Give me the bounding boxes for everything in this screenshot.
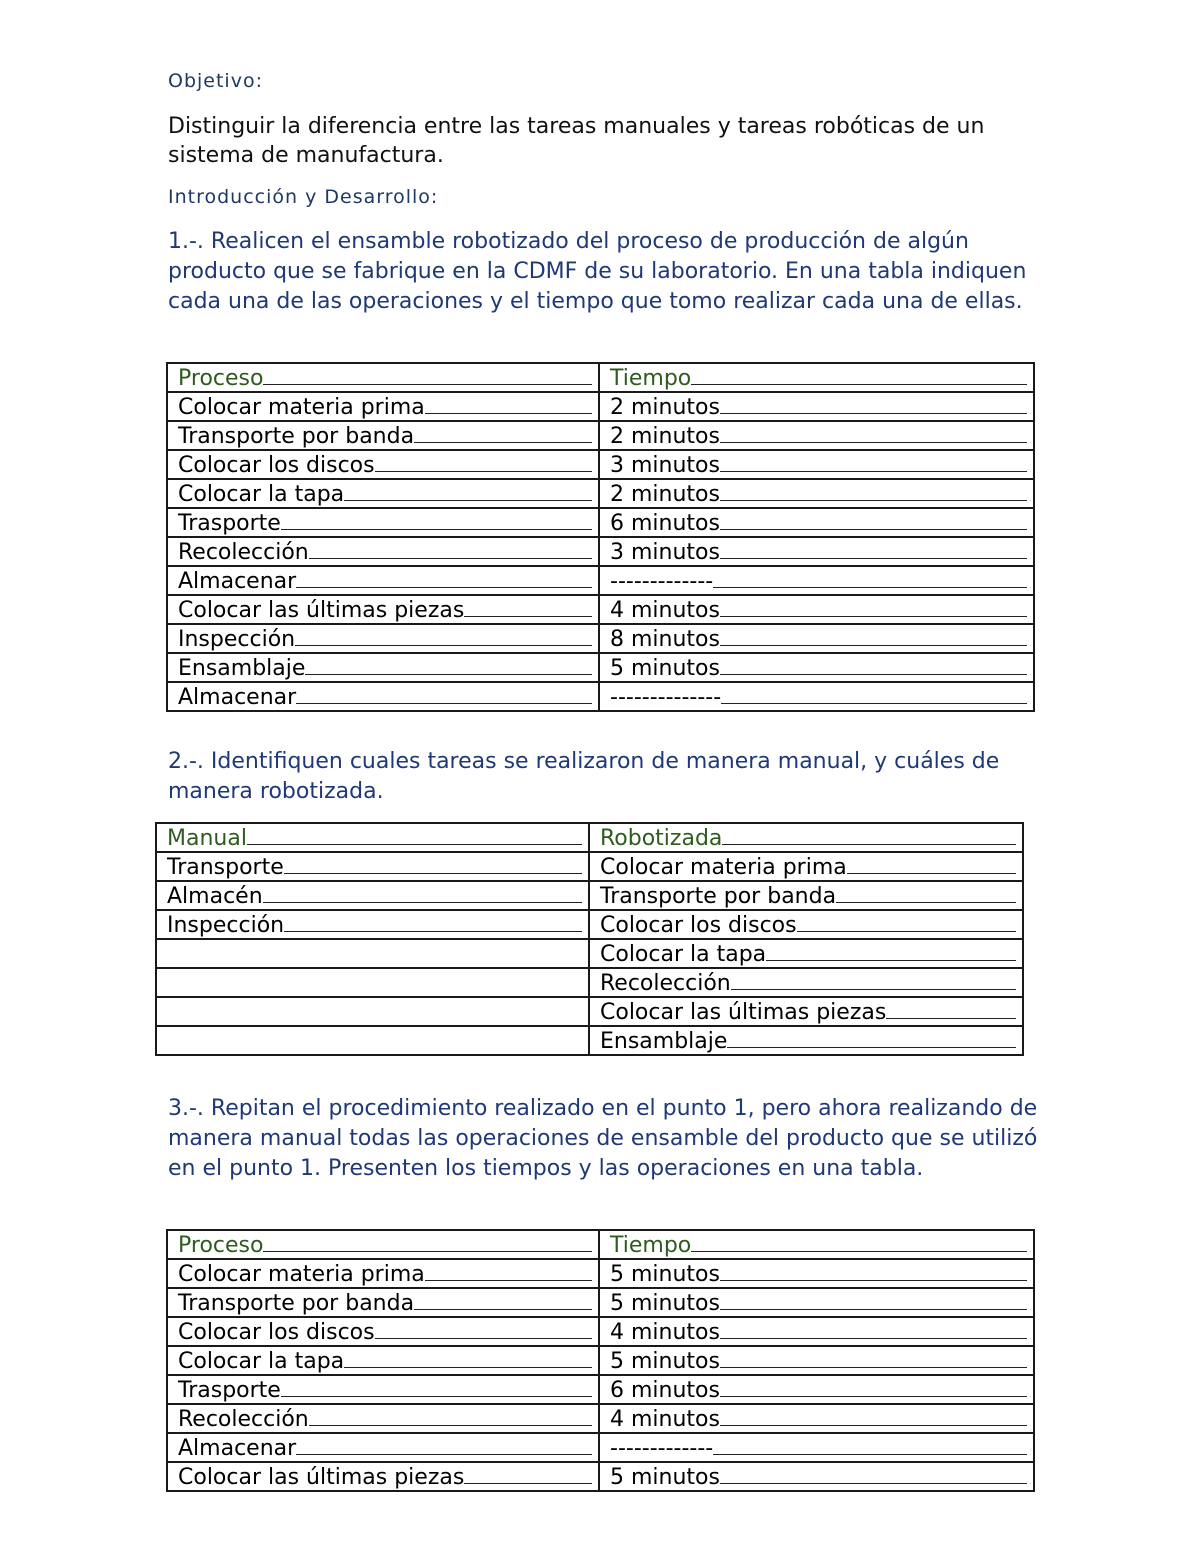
- tiempo-cell: [599, 508, 1034, 537]
- proceso-label: Transporte por banda: [178, 1291, 415, 1316]
- robotizada-label: Colocar materia prima: [600, 855, 847, 880]
- table-row: [156, 968, 1023, 997]
- underline-filler: [886, 998, 1016, 1019]
- table-row: [156, 997, 1023, 1026]
- underline-filler: [720, 393, 1027, 414]
- table-row: [167, 682, 1034, 711]
- tiempo-cell: [599, 1375, 1034, 1404]
- underline-filler: [263, 1231, 592, 1252]
- proceso-cell: [167, 624, 599, 653]
- tiempo-cell: [599, 682, 1034, 711]
- manual-header-cell: [156, 823, 589, 852]
- underline-filler: [720, 1289, 1027, 1310]
- tiempo-header-cell: [599, 363, 1034, 392]
- tiempo-label: 4 minutos: [610, 1407, 720, 1432]
- underline-filler: [344, 480, 592, 501]
- underline-filler: [720, 654, 1027, 675]
- proceso-cell: [167, 421, 599, 450]
- underline-filler: [720, 538, 1027, 559]
- underline-filler: [797, 911, 1016, 932]
- tiempo-label: 4 minutos: [610, 1320, 720, 1345]
- underline-filler: [281, 1376, 592, 1397]
- proceso-label: Colocar las últimas piezas: [178, 598, 465, 623]
- underline-filler: [720, 1405, 1027, 1426]
- proceso-cell: [167, 1375, 599, 1404]
- tiempo-label: -------------: [610, 1436, 714, 1461]
- proceso-cell: [167, 595, 599, 624]
- robotizada-cell: [589, 968, 1023, 997]
- question-1-text: 1.-. Realicen el ensamble robotizado del proceso de producción de algún producto que se fabrique en la CDMF de su laboratorio. En una tabla indiquen cada una de las operaciones y el tiempo que tomo realizar cada una de ellas.: [168, 229, 1027, 314]
- proceso-label: Almacenar: [178, 1436, 297, 1461]
- proceso-cell: [167, 653, 599, 682]
- tiempo-label: 2 minutos: [610, 395, 720, 420]
- tiempo-label: 8 minutos: [610, 627, 720, 652]
- tiempo-cell: [599, 1462, 1034, 1491]
- manual-cell: [156, 1026, 589, 1055]
- table-row: [167, 1462, 1034, 1491]
- proceso-cell: [167, 1462, 599, 1491]
- proceso-header-cell: [167, 1230, 599, 1259]
- underline-filler: [414, 1289, 592, 1310]
- table-row: [167, 508, 1034, 537]
- manual-label: Transporte: [167, 855, 284, 880]
- proceso-cell: [167, 1346, 599, 1375]
- underline-filler: [425, 1260, 592, 1281]
- underline-filler: [720, 625, 1027, 646]
- table-row: [156, 1026, 1023, 1055]
- proceso-label: Recolección: [178, 540, 309, 565]
- underline-filler: [731, 969, 1016, 990]
- proceso-label: Colocar los discos: [178, 1320, 375, 1345]
- underline-filler: [414, 422, 592, 443]
- robotizada-cell: [589, 939, 1023, 968]
- proceso-cell: [167, 450, 599, 479]
- tiempo-cell: [599, 595, 1034, 624]
- robotizada-label: Colocar las últimas piezas: [600, 1000, 887, 1025]
- underline-filler: [720, 451, 1027, 472]
- underline-filler: [847, 853, 1016, 874]
- manual-cell: [156, 939, 589, 968]
- underline-filler: [720, 1463, 1027, 1484]
- tiempo-header-label: Tiempo: [610, 1233, 692, 1258]
- table-row: [167, 392, 1034, 421]
- proceso-cell: [167, 1317, 599, 1346]
- manual-cell: [156, 997, 589, 1026]
- table-row: [167, 1433, 1034, 1462]
- table-row: [167, 1288, 1034, 1317]
- table-row: [167, 653, 1034, 682]
- underline-filler: [720, 1347, 1027, 1368]
- robotizada-label: Transporte por banda: [600, 884, 837, 909]
- proceso-cell: [167, 566, 599, 595]
- proceso-label: Trasporte: [178, 1378, 281, 1403]
- underline-filler: [720, 422, 1027, 443]
- proceso-cell: [167, 1433, 599, 1462]
- tiempo-cell: [599, 1288, 1034, 1317]
- proceso-label: Colocar los discos: [178, 453, 375, 478]
- proceso-cell: [167, 682, 599, 711]
- tiempo-cell: [599, 566, 1034, 595]
- underline-filler: [464, 596, 592, 617]
- manual-cell: [156, 852, 589, 881]
- table-row: [167, 1404, 1034, 1433]
- manual-cell: [156, 910, 589, 939]
- robotic-process-table: [166, 362, 1035, 712]
- proceso-label: Colocar las últimas piezas: [178, 1465, 465, 1490]
- underline-filler: [375, 451, 592, 472]
- underline-filler: [247, 824, 582, 845]
- tiempo-label: 3 minutos: [610, 540, 720, 565]
- robotizada-label: Ensamblaje: [600, 1029, 728, 1054]
- tiempo-cell: [599, 624, 1034, 653]
- tiempo-label: 3 minutos: [610, 453, 720, 478]
- underline-filler: [309, 1405, 592, 1426]
- underline-filler: [720, 509, 1027, 530]
- table-row: [156, 852, 1023, 881]
- underline-filler: [281, 509, 592, 530]
- tiempo-cell: [599, 1317, 1034, 1346]
- underline-filler: [722, 824, 1016, 845]
- underline-filler: [296, 567, 592, 588]
- underline-filler: [309, 538, 592, 559]
- underline-filler: [691, 1231, 1027, 1252]
- manual-label: Almacén: [167, 884, 263, 909]
- table-row: [167, 595, 1034, 624]
- manual-cell: [156, 881, 589, 910]
- underline-filler: [720, 1318, 1027, 1339]
- robotizada-header-cell: [589, 823, 1023, 852]
- tiempo-header-label: Tiempo: [610, 366, 692, 391]
- table-row: [156, 939, 1023, 968]
- robotizada-cell: [589, 881, 1023, 910]
- underline-filler: [296, 683, 592, 704]
- robotizada-cell: [589, 1026, 1023, 1055]
- proceso-header-label: Proceso: [178, 1233, 264, 1258]
- proceso-cell: [167, 392, 599, 421]
- manual-header-label: Manual: [167, 826, 247, 851]
- proceso-label: Trasporte: [178, 511, 281, 536]
- proceso-label: Colocar materia prima: [178, 395, 425, 420]
- tiempo-label: --------------: [610, 685, 722, 710]
- underline-filler: [720, 1376, 1027, 1397]
- table-row: [167, 566, 1034, 595]
- tiempo-cell: [599, 537, 1034, 566]
- underline-filler: [295, 625, 592, 646]
- proceso-label: Ensamblaje: [178, 656, 306, 681]
- table-row: [167, 1375, 1034, 1404]
- underline-filler: [375, 1318, 592, 1339]
- proceso-cell: [167, 1259, 599, 1288]
- tiempo-cell: [599, 1433, 1034, 1462]
- proceso-label: Colocar materia prima: [178, 1262, 425, 1287]
- table-row: [167, 624, 1034, 653]
- tiempo-cell: [599, 421, 1034, 450]
- table-row: [167, 537, 1034, 566]
- table-row: [167, 1259, 1034, 1288]
- robotizada-header-label: Robotizada: [600, 826, 723, 851]
- robotizada-cell: [589, 852, 1023, 881]
- underline-filler: [263, 882, 582, 903]
- manual-robotic-table: [155, 822, 1024, 1056]
- tiempo-label: 2 minutos: [610, 482, 720, 507]
- table-row: [156, 910, 1023, 939]
- underline-filler: [720, 1260, 1027, 1281]
- underline-filler: [720, 480, 1027, 501]
- underline-filler: [305, 654, 592, 675]
- question-3-text: 3.-. Repitan el procedimiento realizado en el punto 1, pero ahora realizando de manera manual todas las operaciones de ensamble del producto que se utilizó en el punto 1. Presenten los tiempos y las operaciones en una tabla.: [168, 1096, 1038, 1181]
- underline-filler: [720, 596, 1027, 617]
- proceso-label: Inspección: [178, 627, 296, 652]
- robotizada-cell: [589, 910, 1023, 939]
- tiempo-header-cell: [599, 1230, 1034, 1259]
- tiempo-label: 6 minutos: [610, 511, 720, 536]
- manual-cell: [156, 968, 589, 997]
- tiempo-label: 6 minutos: [610, 1378, 720, 1403]
- proceso-label: Colocar la tapa: [178, 482, 345, 507]
- underline-filler: [766, 940, 1016, 961]
- underline-filler: [296, 1434, 592, 1455]
- manual-process-table: [166, 1229, 1035, 1492]
- proceso-label: Almacenar: [178, 685, 297, 710]
- underline-filler: [836, 882, 1016, 903]
- table-header-row: [167, 1230, 1034, 1259]
- tiempo-cell: [599, 392, 1034, 421]
- tiempo-cell: [599, 653, 1034, 682]
- proceso-label: Colocar la tapa: [178, 1349, 345, 1374]
- tiempo-label: 5 minutos: [610, 1349, 720, 1374]
- table-row: [167, 1346, 1034, 1375]
- question-2-text: 2.-. Identifiquen cuales tareas se realizaron de manera manual, y cuáles de manera robotizada.: [168, 749, 1000, 804]
- robotizada-cell: [589, 997, 1023, 1026]
- proceso-header-label: Proceso: [178, 366, 264, 391]
- proceso-cell: [167, 1404, 599, 1433]
- tiempo-label: 2 minutos: [610, 424, 720, 449]
- proceso-cell: [167, 479, 599, 508]
- table-row: [167, 479, 1034, 508]
- underline-filler: [464, 1463, 592, 1484]
- underline-filler: [284, 911, 582, 932]
- manual-label: Inspección: [167, 913, 285, 938]
- tiempo-label: 5 minutos: [610, 1262, 720, 1287]
- underline-filler: [284, 853, 582, 874]
- intro-title: Introducción y Desarrollo:: [168, 186, 439, 208]
- tiempo-cell: [599, 450, 1034, 479]
- objective-title: Objetivo:: [168, 70, 263, 92]
- tiempo-cell: [599, 479, 1034, 508]
- underline-filler: [263, 364, 592, 385]
- proceso-cell: [167, 1288, 599, 1317]
- proceso-cell: [167, 508, 599, 537]
- tiempo-label: 5 minutos: [610, 1465, 720, 1490]
- underline-filler: [721, 683, 1027, 704]
- proceso-label: Almacenar: [178, 569, 297, 594]
- underline-filler: [425, 393, 592, 414]
- robotizada-label: Colocar los discos: [600, 913, 797, 938]
- robotizada-label: Recolección: [600, 971, 731, 996]
- tiempo-label: 5 minutos: [610, 656, 720, 681]
- tiempo-cell: [599, 1346, 1034, 1375]
- proceso-header-cell: [167, 363, 599, 392]
- underline-filler: [691, 364, 1027, 385]
- table-row: [167, 421, 1034, 450]
- tiempo-label: 5 minutos: [610, 1291, 720, 1316]
- table-header-row: [167, 363, 1034, 392]
- underline-filler: [713, 567, 1027, 588]
- tiempo-label: -------------: [610, 569, 714, 594]
- proceso-label: Transporte por banda: [178, 424, 415, 449]
- tiempo-cell: [599, 1259, 1034, 1288]
- table-row: [156, 881, 1023, 910]
- underline-filler: [344, 1347, 592, 1368]
- tiempo-label: 4 minutos: [610, 598, 720, 623]
- tiempo-cell: [599, 1404, 1034, 1433]
- objective-text: Distinguir la diferencia entre las tareas manuales y tareas robóticas de un sistema de manufactura.: [168, 114, 985, 168]
- table-header-row: [156, 823, 1023, 852]
- proceso-cell: [167, 537, 599, 566]
- robotizada-label: Colocar la tapa: [600, 942, 767, 967]
- table-row: [167, 1317, 1034, 1346]
- proceso-label: Recolección: [178, 1407, 309, 1432]
- table-row: [167, 450, 1034, 479]
- underline-filler: [727, 1027, 1016, 1048]
- underline-filler: [713, 1434, 1027, 1455]
